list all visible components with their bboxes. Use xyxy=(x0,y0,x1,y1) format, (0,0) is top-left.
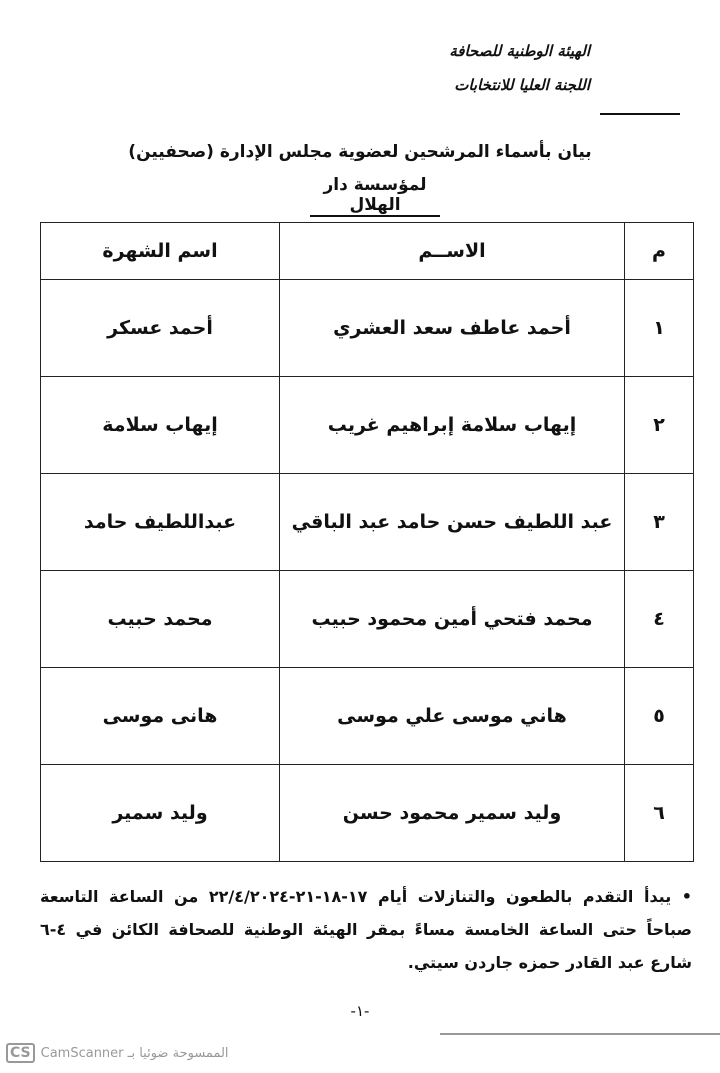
table-row xyxy=(41,377,694,474)
table-row xyxy=(41,668,694,765)
header-num: م xyxy=(625,223,694,280)
row-num: ١ xyxy=(625,280,694,377)
row-num: ٤ xyxy=(625,571,694,668)
row-name: عبد اللطيف حسن حامد عبد الباقي xyxy=(280,474,625,571)
row-num: ٣ xyxy=(625,474,694,571)
row-nickname: إيهاب سلامة xyxy=(41,377,280,474)
row-name: أحمد عاطف سعد العشري xyxy=(280,280,625,377)
row-name: إيهاب سلامة إبراهيم غريب xyxy=(280,377,625,474)
table-row xyxy=(41,571,694,668)
header-underline xyxy=(600,113,680,115)
row-name: هاني موسى علي موسى xyxy=(280,668,625,765)
row-num: ٦ xyxy=(625,765,694,862)
page-number: -١- xyxy=(350,1002,370,1020)
row-name: محمد فتحي أمين محمود حبيب xyxy=(280,571,625,668)
header-authority: الهيئة الوطنية للصحافة xyxy=(449,42,590,60)
row-name: وليد سمير محمود حسن xyxy=(280,765,625,862)
row-nickname: أحمد عسكر xyxy=(41,280,280,377)
document-subtitle: لمؤسسة دار الهلال xyxy=(310,175,440,217)
table-header-row xyxy=(41,223,694,280)
row-num: ٥ xyxy=(625,668,694,765)
row-nickname: هانى موسى xyxy=(41,668,280,765)
row-nickname: محمد حبيب xyxy=(41,571,280,668)
header-name: الاســم xyxy=(280,223,625,280)
camscanner-watermark xyxy=(6,1043,229,1063)
watermark-text: CamScanner الممسوحة ضوئيا بـ xyxy=(40,1045,229,1061)
row-num: ٢ xyxy=(625,377,694,474)
row-nickname: عبداللطيف حامد xyxy=(41,474,280,571)
notice-text: • يبدأ التقدم بالطعون والتنازلات أيام ١٧-١٨-٢١-٢٢/٤/٢٠٢٤ من الساعة التاسعة صباحاً حتى الساعة الخامسة مساءً بمقر الهيئة الوطنية للصحافة الكائن في ٤-٦ شارع عبد القادر حمزه جاردن سيتي. xyxy=(40,887,692,972)
table-row xyxy=(41,280,694,377)
footer-rule xyxy=(440,1033,720,1035)
candidates-table xyxy=(40,222,694,862)
table-row xyxy=(41,474,694,571)
header-committee: اللجنة العليا للانتخابات xyxy=(454,76,590,94)
row-nickname: وليد سمير xyxy=(41,765,280,862)
document-title: بيان بأسماء المرشحين لعضوية مجلس الإدارة (صحفيين) xyxy=(128,142,592,162)
camscanner-logo-icon: CS xyxy=(6,1043,35,1063)
header-nickname: اسم الشهرة xyxy=(41,223,280,280)
table-row xyxy=(41,765,694,862)
